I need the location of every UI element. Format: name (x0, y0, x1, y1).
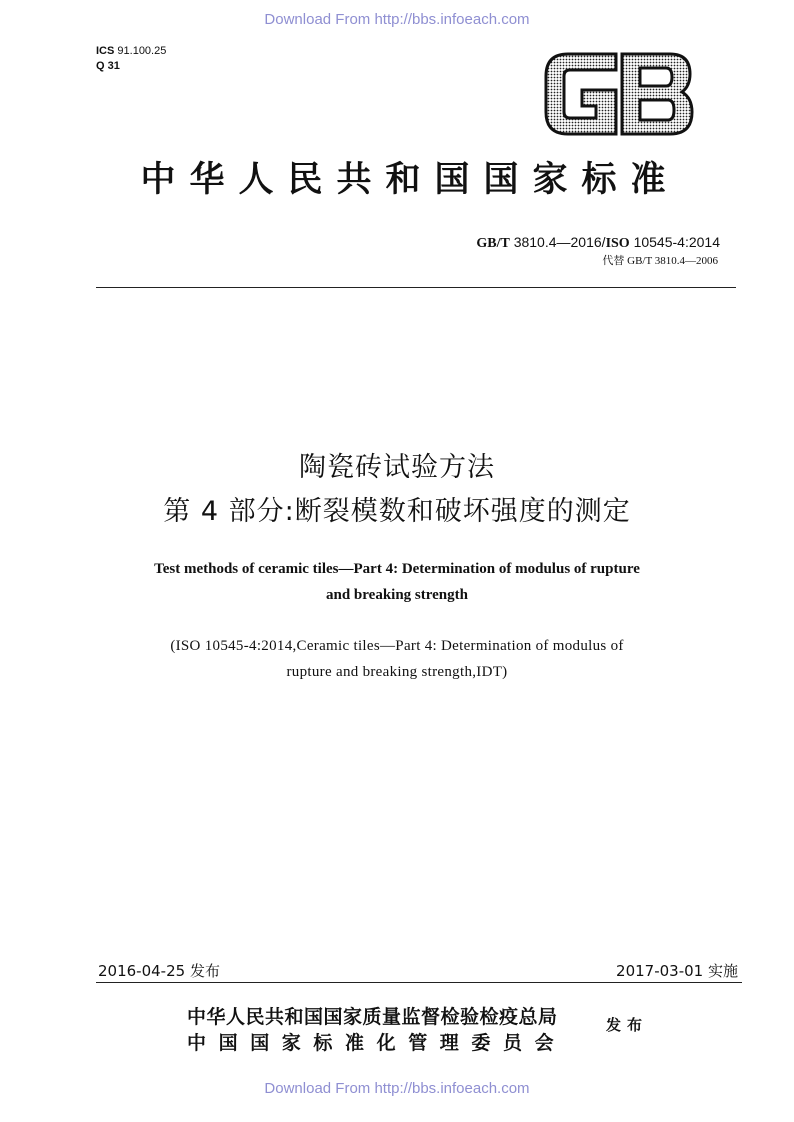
ics-code (96, 44, 166, 59)
title-en-line2: and breaking strength (326, 587, 468, 603)
iso-reference-line1: (ISO 10545-4:2014,Ceramic tiles—Part 4: Determination of modulus of (170, 638, 624, 654)
title-zh-line2: 第 4 部分:断裂模数和破坏强度的测定 (163, 496, 631, 527)
ics-label: ICS (96, 45, 115, 57)
issuer-line1: 中华人民共和国国家质量监督检验检疫总局 (187, 1006, 558, 1028)
title-zh-line1: 陶瓷砖试验方法 (299, 452, 495, 483)
iso-reference-line2: rupture and breaking strength,IDT) (286, 664, 508, 680)
iso-number: 10545-4:2014 (633, 234, 720, 250)
watermark-link-bottom[interactable]: Download From http://bbs.infoeach.com (264, 1080, 530, 1097)
classification-block (96, 44, 166, 74)
ccs-code: Q 31 (96, 60, 120, 72)
gb-logo-letter-b (622, 54, 692, 134)
standard-number-value: 3810.4—2016/ (513, 234, 606, 250)
ics-value: 91.100.25 (117, 45, 167, 57)
header-divider (96, 287, 736, 288)
iso-prefix: ISO (605, 236, 630, 251)
publish-date: 2016-04-25 发布 (98, 962, 220, 980)
issue-action: 发布 (606, 1016, 649, 1034)
national-standard-heading: 中华人民共和国国家标准 (140, 160, 680, 200)
title-en (60, 556, 734, 608)
standard-prefix: GB/T (476, 236, 510, 251)
iso-reference (60, 633, 734, 685)
title-en-line1: Test methods of ceramic tiles—Part 4: Determination of modulus of rupture (154, 561, 640, 577)
gb-logo-letter-g (546, 54, 616, 134)
gb-logo (538, 46, 698, 142)
implementation-date: 2017-03-01 实施 (616, 962, 738, 980)
watermark-link-top[interactable]: Download From http://bbs.infoeach.com (264, 11, 530, 28)
replaces-note: 代替 GB/T 3810.4—2006 (602, 255, 718, 267)
standard-number (476, 234, 720, 252)
footer-divider (96, 982, 742, 983)
issuer-line2: 中国国家标准化管理委员会 (187, 1032, 567, 1054)
